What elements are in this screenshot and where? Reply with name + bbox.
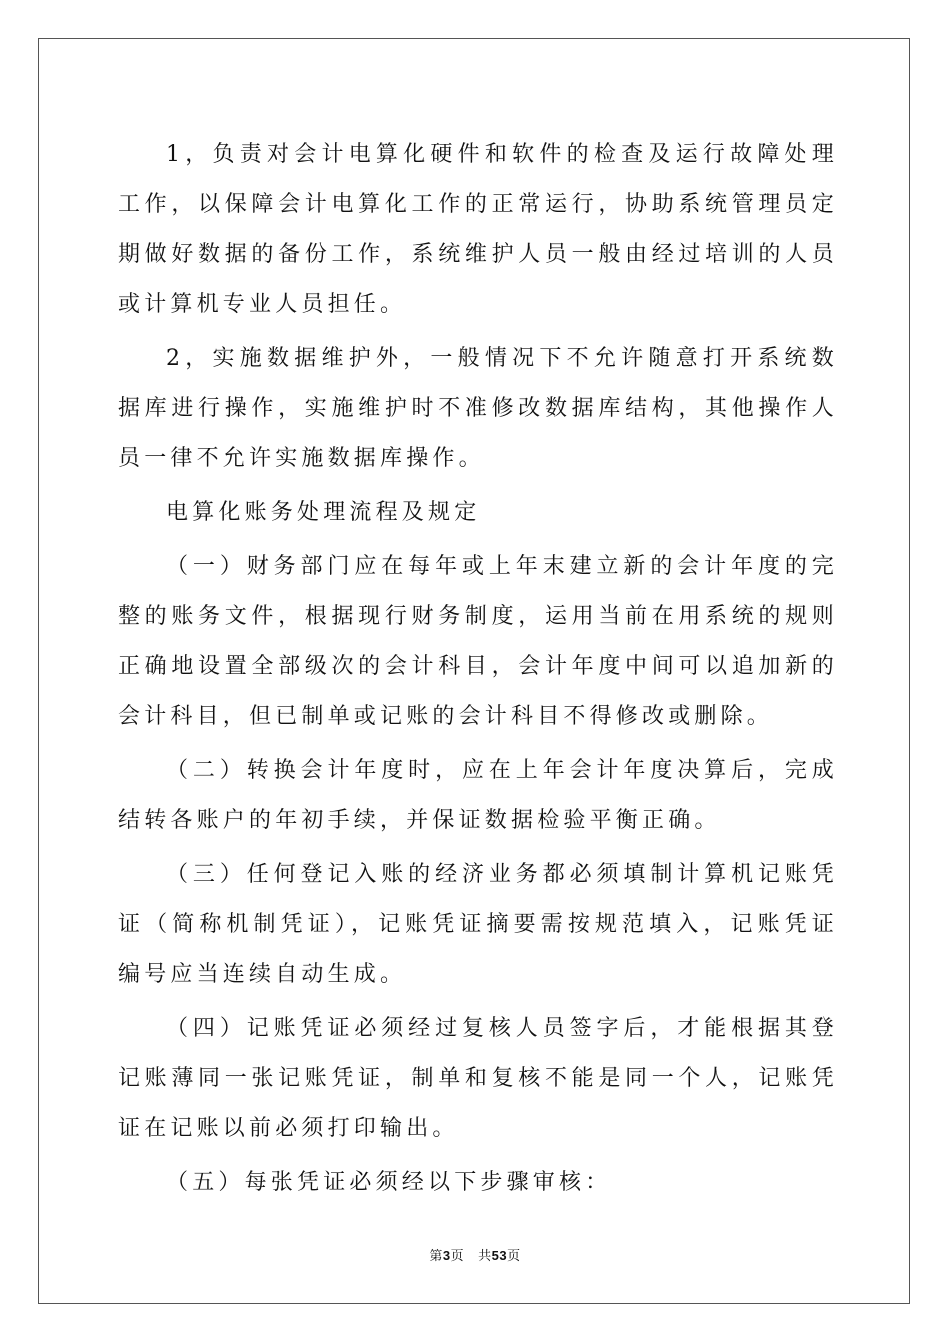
section-heading: 电算化账务处理流程及规定 bbox=[166, 500, 481, 525]
paragraph-2: 2，实施数据维护外，一般情况下不允许随意打开系统数据库进行操作，实施维护时不准修改数据库结构，其他操作人员一律不允许实施数据库操作。 bbox=[118, 346, 838, 471]
footer-page-prefix: 第 bbox=[429, 1249, 443, 1264]
footer-page-suffix: 页 bbox=[450, 1249, 465, 1264]
paragraph-item-4: （四）记账凭证必须经过复核人员签字后，才能根据其登记账薄同一张记账凭证，制单和复核不能是同一个人，记账凭证在记账以前必须打印输出。 bbox=[118, 1016, 838, 1141]
page-footer bbox=[0, 1248, 950, 1265]
paragraph-item-2: （二）转换会计年度时，应在上年会计年度决算后，完成结转各账户的年初手续，并保证数据检验平衡正确。 bbox=[118, 758, 838, 833]
footer-total-prefix: 共 bbox=[478, 1249, 492, 1264]
footer-total-suffix: 页 bbox=[507, 1249, 521, 1264]
document-body bbox=[118, 130, 838, 1212]
paragraph-item-1: （一）财务部门应在每年或上年末建立新的会计年度的完整的账务文件，根据现行财务制度，运用当前在用系统的规则正确地设置全部级次的会计科目，会计年度中间可以追加新的会计科目，但已制单或记账的会计科目不得修改或删除。 bbox=[118, 554, 838, 729]
paragraph-1: 1，负责对会计电算化硬件和软件的检查及运行故障处理工作，以保障会计电算化工作的正常运行，协助系统管理员定期做好数据的备份工作，系统维护人员一般由经过培训的人员或计算机专业人员担任。 bbox=[118, 142, 838, 317]
paragraph-item-3: （三）任何登记入账的经济业务都必须填制计算机记账凭证（简称机制凭证），记账凭证摘要需按规范填入，记账凭证编号应当连续自动生成。 bbox=[118, 862, 838, 987]
footer-total-number: 53 bbox=[491, 1248, 508, 1263]
paragraph-item-5: （五）每张凭证必须经以下步骤审核： bbox=[166, 1170, 612, 1195]
footer-page-number: 3 bbox=[442, 1248, 451, 1263]
